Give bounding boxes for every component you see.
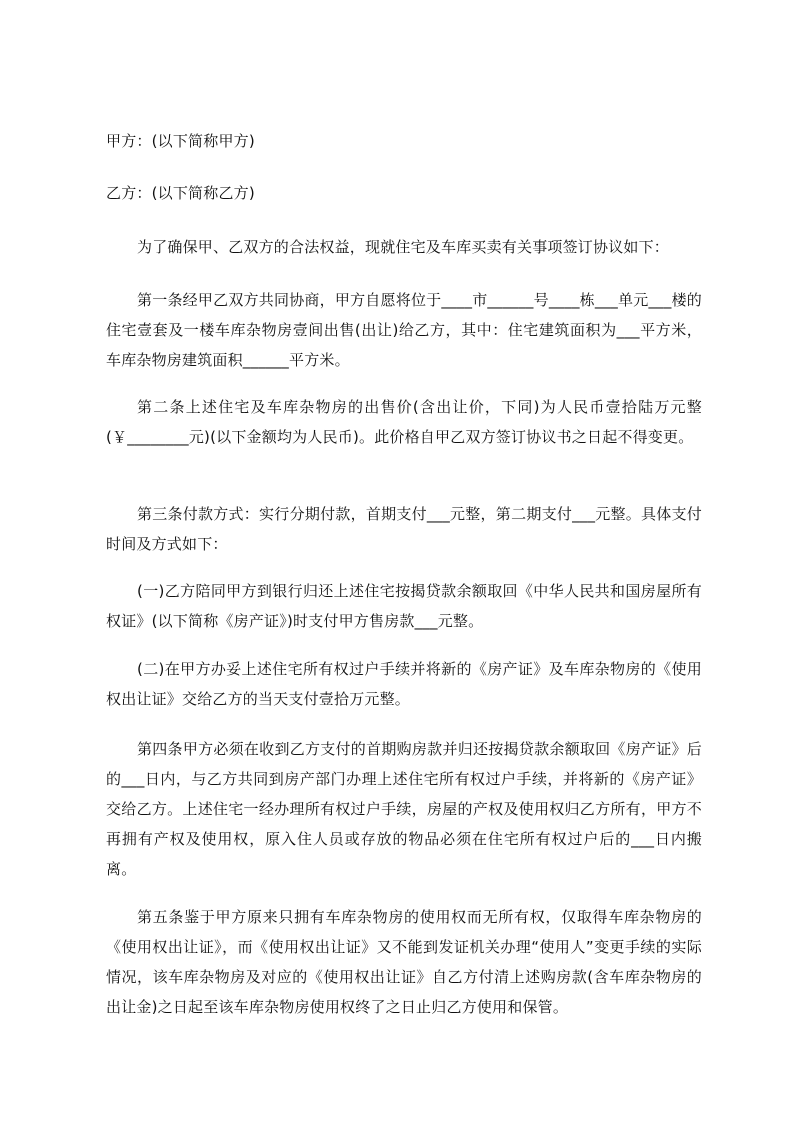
party-a-line: 甲方：(以下简称甲方) bbox=[106, 132, 255, 150]
payment-item-2: (二)在甲方办妥上述住宅所有权过户手续并将新的《房产证》及车库杂物房的《使用权出让证》交给乙方的当天支付壹拾万元整。 bbox=[106, 660, 702, 708]
article-5: 第五条鉴于甲方原来只拥有车库杂物房的使用权而无所有权，仅取得车库杂物房的《使用权出让证》，而《使用权出让证》又不能到发证机关办理“使用人”变更手续的实际情况，该车库杂物房及对应的《使用权出让证》自乙方付清上述购房款(含车库杂物房的出让金)之日起至该车库杂物房使用权终了之日止归乙方使用和保管。 bbox=[106, 908, 702, 1016]
article-2: 第二条上述住宅及车库杂物房的出售价(含出让价，下同)为人民币壹拾陆万元整(￥________元)(以下金额均为人民币)。此价格自甲乙双方签订协议书之日起不得变更。 bbox=[106, 398, 702, 446]
article-1: 第一条经甲乙双方共同协商，甲方自愿将位于____市______号____栋___单元___楼的住宅壹套及一楼车库杂物房壹间出售(出让)给乙方，其中：住宅建筑面积为___平方米，车库杂物房建筑面积______平方米。 bbox=[106, 291, 702, 369]
article-4: 第四条甲方必须在收到乙方支付的首期购房款并归还按揭贷款余额取回《房产证》后的___日内，与乙方共同到房产部门办理上述住宅所有权过户手续，并将新的《房产证》交给乙方。上述住宅一经办理所有权过户手续，房屋的产权及使用权归乙方所有，甲方不再拥有产权及使用权，原入住人员或存放的物品必须在住宅所有权过户后的___日内搬离。 bbox=[106, 740, 702, 878]
party-b-line: 乙方：(以下简称乙方) bbox=[106, 184, 255, 202]
payment-item-1: (一)乙方陪同甲方到银行归还上述住宅按揭贷款余额取回《中华人民共和国房屋所有权证》(以下简称《房产证》)时支付甲方售房款___元整。 bbox=[106, 582, 702, 630]
article-3: 第三条付款方式：实行分期付款，首期支付___元整，第二期支付___元整。具体支付时间及方式如下： bbox=[106, 505, 702, 553]
intro-paragraph: 为了确保甲、乙双方的合法权益，现就住宅及车库买卖有关事项签订协议如下： bbox=[137, 238, 670, 256]
